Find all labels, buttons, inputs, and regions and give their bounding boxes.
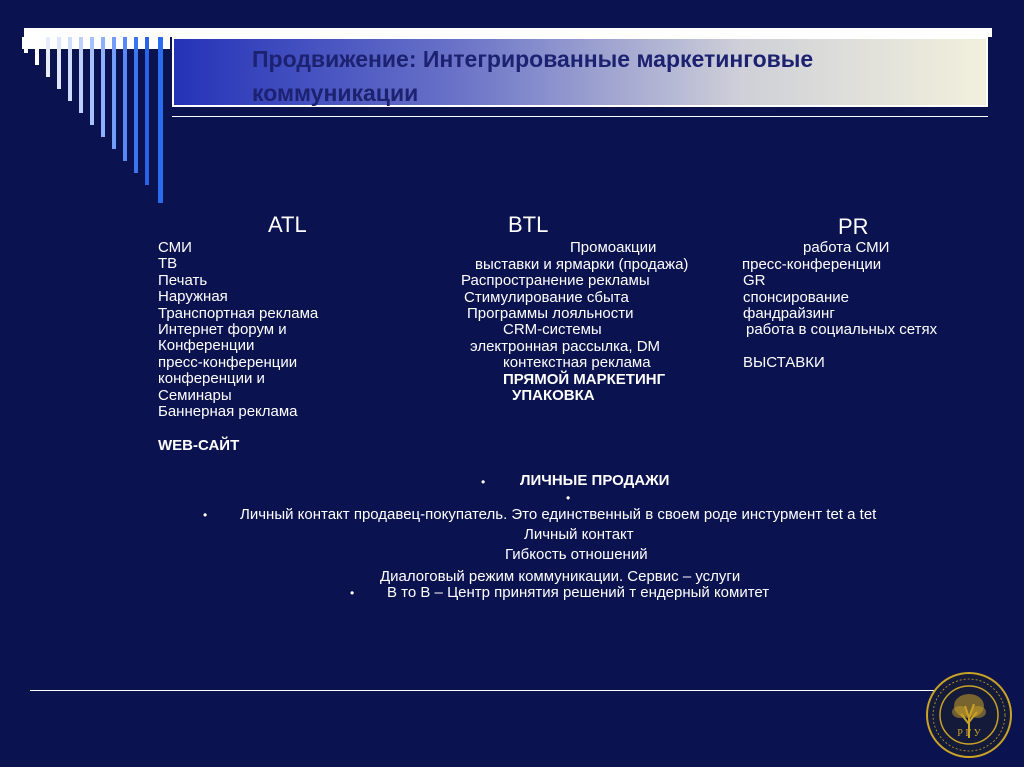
atl-item: Баннерная реклама: [158, 403, 298, 421]
btl-heading: BTL: [508, 212, 549, 237]
university-seal-logo: [925, 670, 1013, 760]
atl-list: [158, 240, 318, 420]
decorative-bars: [0, 0, 170, 210]
atl-item: Печать: [158, 271, 208, 289]
bullet: •: [481, 475, 486, 489]
logo-letters: Р Г У: [957, 728, 981, 739]
atl-item: Транспортная реклама: [158, 304, 319, 322]
atl-item: пресс-конференции: [158, 353, 298, 371]
pr-exhibitions: ВЫСТАВКИ: [743, 354, 825, 371]
atl-item: СМИ: [158, 239, 192, 256]
bullet: •: [566, 491, 571, 505]
bottom-line-3: Гибкость отношений: [505, 546, 648, 563]
btl-item: Программы лояльности: [467, 305, 634, 322]
pr-item: спонсирование: [743, 289, 849, 306]
pr-item: пресс-конференции: [742, 256, 882, 273]
btl-item: CRM-системы: [503, 321, 602, 338]
title-line-2: коммуникации: [252, 80, 419, 106]
btl-item: выставки и ярмарки (продажа): [475, 256, 689, 273]
title-line-1: Продвижение: Интегрированные маркетинговые: [252, 46, 814, 72]
btl-direct-marketing: ПРЯМОЙ МАРКЕТИНГ: [503, 371, 666, 388]
atl-item: Интернет форум и: [158, 321, 287, 339]
pr-item: фандрайзинг: [743, 305, 835, 322]
atl-item: Семинары: [158, 386, 232, 404]
atl-heading: ATL: [268, 212, 307, 237]
bottom-line-2: Личный контакт: [524, 526, 634, 543]
bottom-rule: [30, 690, 935, 691]
btl-item: Стимулирование сбыта: [464, 289, 629, 306]
bottom-line-5: В то В – Центр принятия решений т ендерный комитет: [387, 584, 770, 601]
atl-item: конференции и: [158, 370, 265, 388]
atl-item: Наружная: [158, 288, 228, 306]
title-box: [172, 37, 988, 107]
bullet: •: [203, 508, 208, 522]
atl-web-site: WEB-САЙТ: [158, 437, 240, 454]
btl-item: электронная рассылка, DM: [470, 338, 661, 355]
pr-item: GR: [743, 272, 766, 289]
atl-item: Конференции: [158, 337, 255, 355]
bottom-line-4: Диалоговый режим коммуникации. Сервис – услуги: [380, 568, 741, 585]
atl-item: ТВ: [158, 255, 178, 273]
pr-item: работа в социальных сетях: [746, 321, 938, 338]
pr-heading: PR: [838, 214, 869, 239]
btl-packaging: УПАКОВКА: [512, 387, 595, 404]
personal-sales-heading: ЛИЧНЫЕ ПРОДАЖИ: [520, 472, 670, 489]
btl-item: Промоакции: [570, 239, 657, 256]
pr-item: работа СМИ: [803, 239, 890, 256]
bottom-line-1: Личный контакт продавец-покупатель. Это единственный в своем роде инстурмент tet a tet: [240, 506, 877, 523]
page-title: [252, 42, 982, 110]
title-underline: [172, 116, 988, 117]
btl-item: Распространение рекламы: [461, 272, 650, 289]
bullet: •: [350, 586, 355, 600]
btl-item: контекстная реклама: [503, 354, 651, 371]
